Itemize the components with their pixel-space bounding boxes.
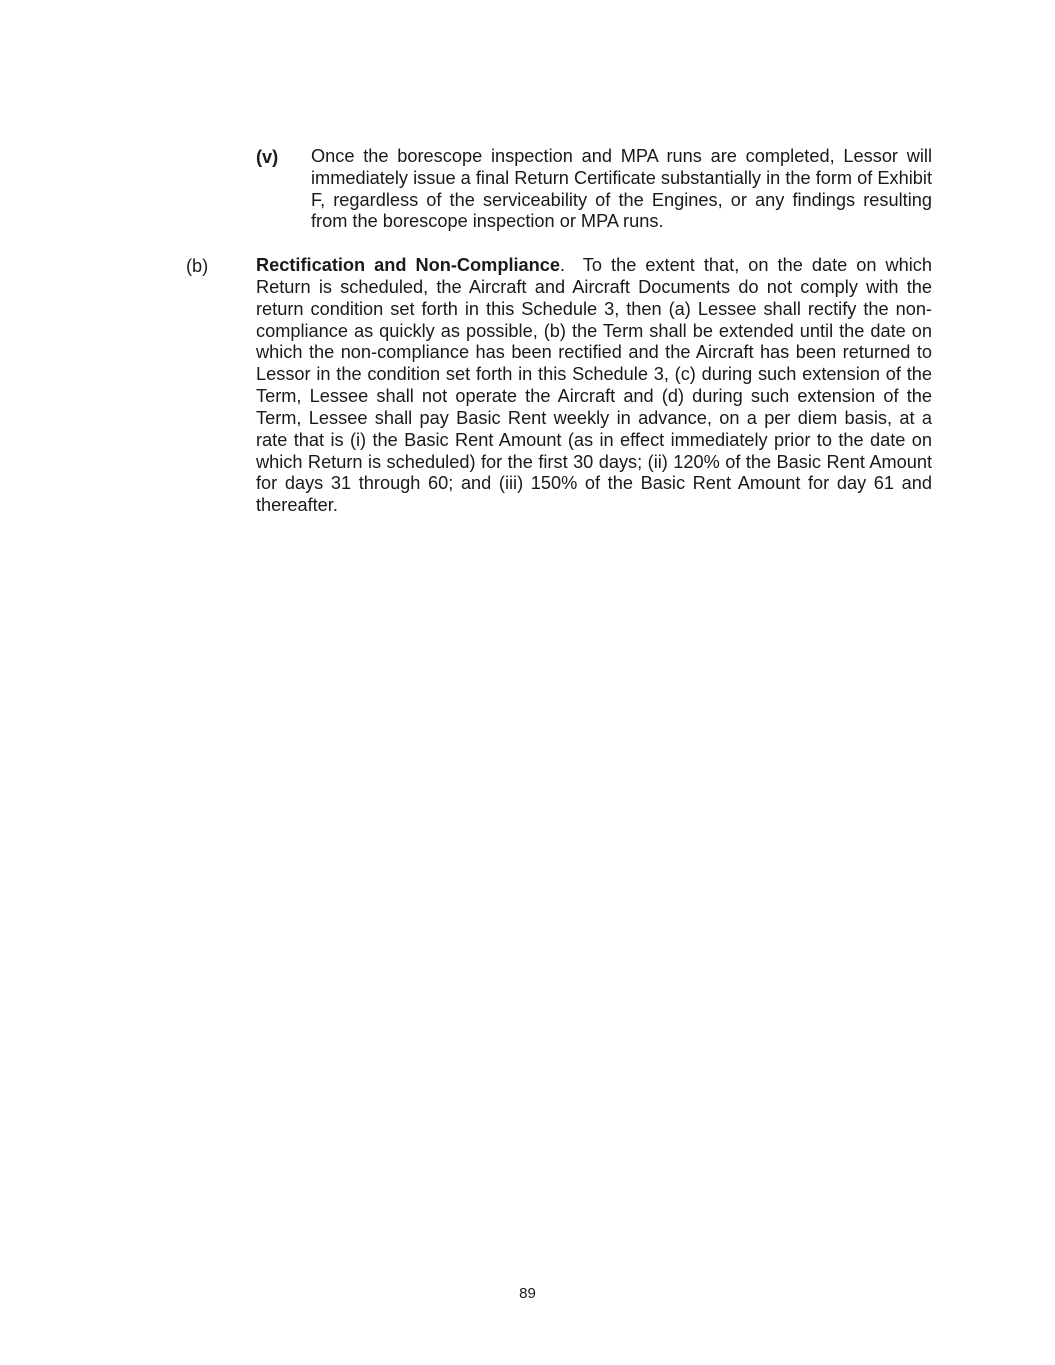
clause-v-label: (v) [256, 147, 279, 167]
clause-b-text: To the extent that, on the date on which Return is scheduled, the Aircraft and Aircraft Documents do not comply with the return condition set forth in this Schedule 3, then (a) Lessee shall rectify the non-compliance as quickly as possible, (b) the Term shall be extended until the date on which the non-compliance has been rectified and the Aircraft has been returned to Lessor in the condition set forth in this Schedule 3, (c) during such extension of the Term, Lessee shall not operate the Aircraft and (d) during such extension of the Term, Lessee shall pay Basic Rent weekly in advance, on a per diem basis, at a rate that is (i) the Basic Rent Amount (as in effect immediately prior to the date on which Return is scheduled) for the first 30 days; (ii) 120% of the Basic Rent Amount for days 31 through 60; and (iii) 150% of the Basic Rent Amount for day 61 and thereafter. [256, 255, 932, 516]
clause-v-text: Once the borescope inspection and MPA runs are completed, Lessor will immediately issue a final Return Certificate substantially in the form of Exhibit F, regardless of the serviceability of the Engines, or any findings resulting from the borescope inspection or MPA runs. [311, 146, 932, 232]
clause-b-heading-punct: . [560, 255, 566, 275]
clause-b-heading: Rectification and Non-Compliance [256, 255, 561, 275]
clause-b-label: (b) [186, 256, 209, 276]
clause-b-paragraph [256, 255, 932, 517]
page-number: 89 [519, 1285, 536, 1302]
clause-b [186, 255, 932, 517]
clause-v [256, 146, 932, 233]
